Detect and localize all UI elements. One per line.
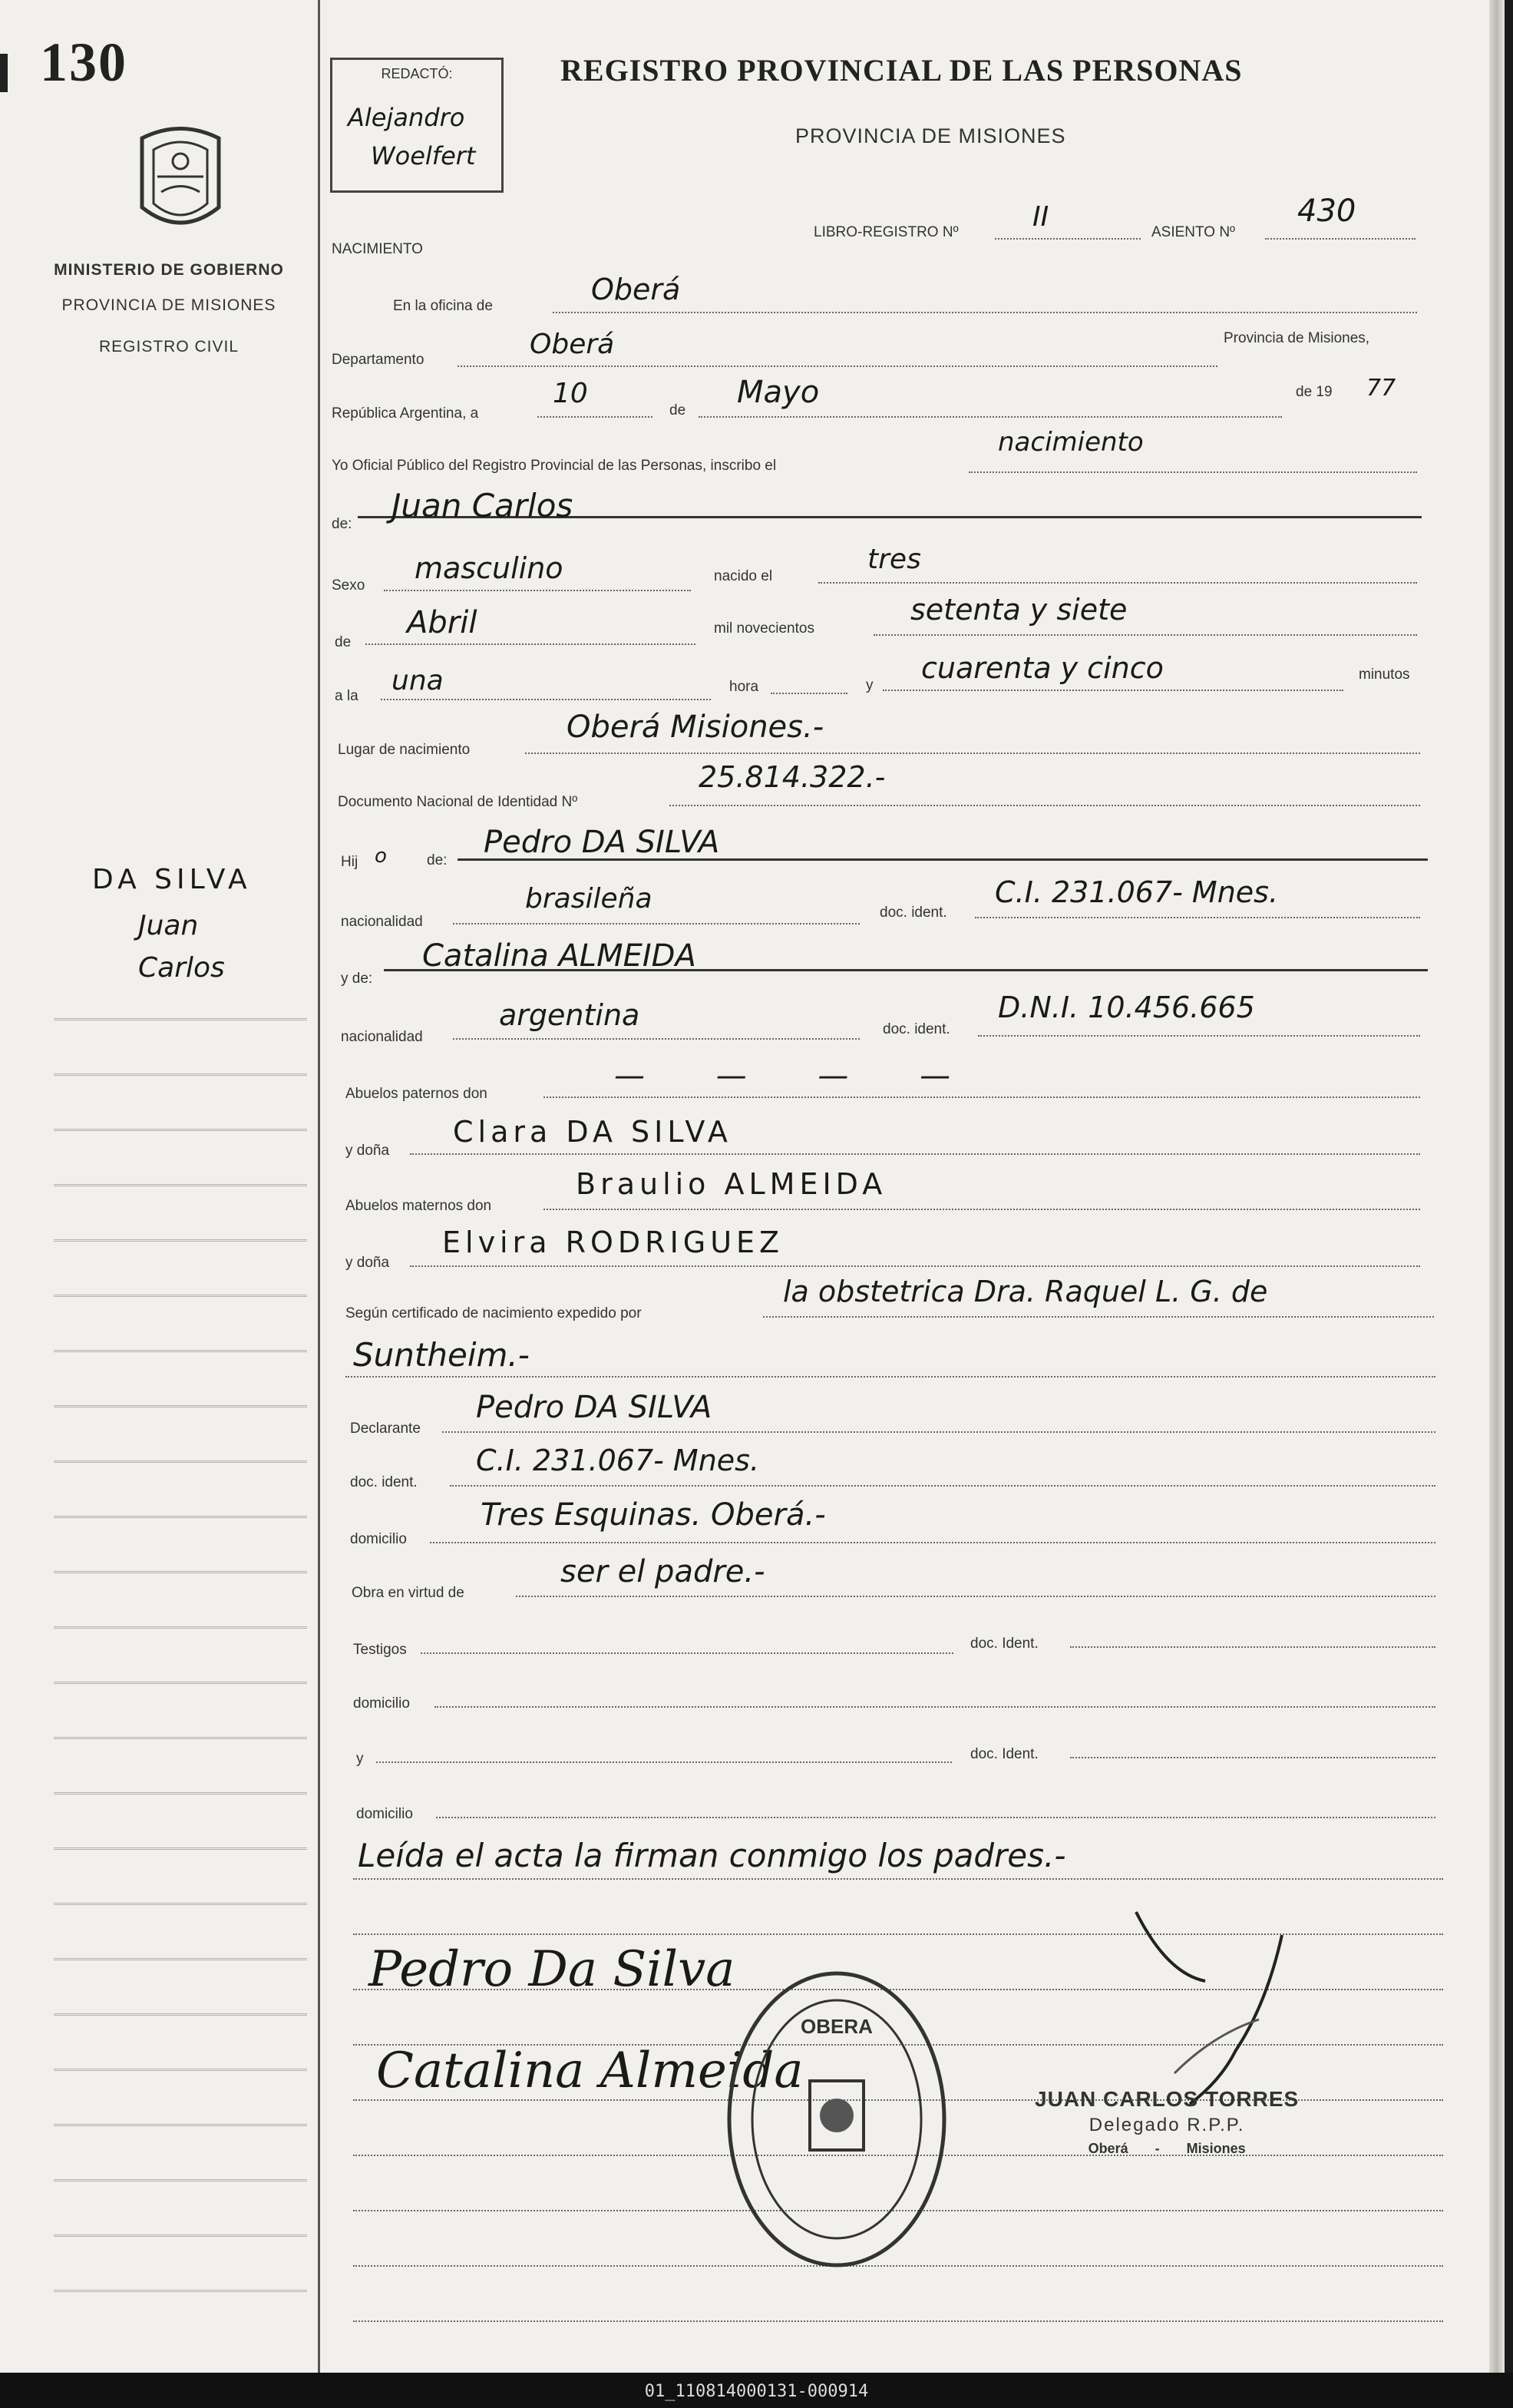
doc-ident-3-line [450,1484,1435,1487]
declarante-line [442,1430,1435,1433]
sexo-line [384,588,691,591]
margin-first-name: Juan [138,910,199,941]
binding-mark [0,54,8,92]
mes-value: Mayo [737,375,820,410]
abuela-paterna-value: Clara DA SILVA [453,1115,732,1149]
abuela-materna-line [410,1264,1420,1267]
hora-sep-line [771,691,847,694]
margin-surname: DA SILVA [92,864,252,895]
y-label: y [866,677,874,693]
mes-line [699,415,1282,418]
doc-ident-1-label: doc. ident. [880,905,947,921]
nacimiento-label: NACIMIENTO [332,241,423,257]
minutos-label: minutos [1359,666,1410,683]
nacionalidad-1-line [453,921,860,925]
domicilio-label: domicilio [350,1531,407,1547]
domicilio-3-line [436,1815,1435,1818]
doc-ident-2-line [978,1034,1420,1037]
redacto-label: REDACTÓ: [381,66,453,81]
doc-ident-2-value: D.N.I. 10.456.665 [998,991,1255,1024]
nacido-line [818,580,1417,584]
hijo-label: Hij [341,854,358,870]
anio-value: 77 [1366,375,1396,402]
dni-value: 25.814.322.- [699,760,886,794]
certificado-value-2: Suntheim.- [353,1336,530,1374]
redactor-last-name: Woelfert [371,141,476,170]
registry-label: REGISTRO CIVIL [98,338,240,356]
oficina-value: Oberá [591,273,681,306]
mes-nac-line [365,642,695,645]
testigo-1-line [421,1651,953,1654]
nombre-value: Juan Carlos [391,487,573,524]
departamento-value: Oberá [530,329,615,360]
y-dona-2-label: y doña [345,1255,390,1271]
coat-of-arms-icon [115,115,246,246]
official-place: Oberá - Misiones [1088,2141,1246,2156]
margin-ruled-lines [54,991,307,2311]
nacionalidad-2-value: argentina [499,998,640,1032]
abuelos-maternos-label: Abuelos maternos don [345,1198,492,1214]
lugar-value: Oberá Misiones.- [567,710,824,745]
doc-ident-4-line [1070,1645,1435,1648]
abuelo-materno-value: Braulio ALMEIDA [576,1167,887,1201]
domicilio-2-label: domicilio [353,1695,410,1712]
doc-ident-3-label: doc. ident. [350,1474,418,1490]
obra-line [516,1594,1435,1597]
oficina-line [553,310,1417,313]
provincia-suffix: Provincia de Misiones, [1224,330,1370,346]
official-stamp-icon [722,1966,952,2273]
nacionalidad-1-label: nacionalidad [341,914,423,930]
lugar-label: Lugar de nacimiento [338,742,471,758]
certificado-value: la obstetrica Dra. Raquel L. G. de [783,1275,1268,1308]
nacido-value: tres [867,544,921,575]
anio-nac-value: setenta y siete [910,593,1128,627]
asiento-line [1265,237,1416,240]
dia-value: 10 [553,378,588,409]
obra-value: ser el padre.- [560,1554,765,1589]
oficial-value: nacimiento [998,427,1144,458]
abuela-materna-value: Elvira RODRIGUEZ [442,1226,785,1259]
minutos-value: cuarenta y cinco [921,651,1164,685]
oficina-label: En la oficina de [393,298,493,314]
libro-label: LIBRO-REGISTRO Nº [814,224,959,240]
image-filename: 01_110814000131-000914 [644,2382,869,2401]
official-block [1035,2087,1299,2157]
anio-nac-line [874,633,1417,636]
certificado-label: Según certificado de nacimiento expedido por [345,1305,642,1321]
asiento-label: ASIENTO Nº [1151,224,1235,240]
mil-label: mil novecientos [714,620,814,637]
libro-line [995,237,1141,240]
nacionalidad-2-label: nacionalidad [341,1029,423,1045]
departamento-label: Departamento [332,352,424,368]
dni-line [669,803,1420,806]
nacionalidad-2-line [453,1037,860,1040]
padre-value: Pedro DA SILVA [484,825,720,860]
domicilio-line [430,1540,1435,1543]
abuelos-paternos-value: — — — — [614,1058,982,1093]
minutos-line [883,688,1343,691]
abuelos-paternos-label: Abuelos paternos don [345,1086,487,1102]
sexo-value: masculino [415,551,563,585]
madre-value: Catalina ALMEIDA [422,938,696,974]
departamento-line [458,364,1217,367]
hijo-suffix: o [375,845,387,868]
redactor-first-name: Alejandro [348,103,465,132]
nacionalidad-1-value: brasileña [525,883,652,915]
doc-ident-2-label: doc. ident. [883,1021,950,1037]
de2-label: de [335,634,352,650]
closing-line [353,1877,1443,1880]
oficial-line [969,470,1417,473]
official-name: JUAN CARLOS TORRES [1035,2087,1300,2111]
ministry-label: MINISTERIO DE GOBIERNO [54,261,284,279]
de-label: de [669,402,686,418]
column-divider [318,0,320,2373]
province-label: PROVINCIA DE MISIONES [61,296,276,314]
dia-line [537,415,652,418]
dni-label: Documento Nacional de Identidad Nº [338,794,578,810]
doc-ident-1-line [975,915,1420,918]
closing-statement: Leída el acta la firman conmigo los padres.- [358,1837,1066,1874]
libro-value: II [1032,201,1049,233]
y-de-label: y de: [341,971,373,987]
lugar-line [525,751,1420,754]
official-role: Delegado R.P.P. [1089,2115,1245,2135]
page-edge [1489,0,1505,2373]
asiento-value: 430 [1297,194,1356,229]
father-signature: Pedro Da Silva [368,1941,735,1998]
doc-ident-5-line [1070,1755,1435,1758]
nacido-label: nacido el [714,568,773,584]
mother-signature: Catalina Almeida [376,2043,804,2099]
obra-label: Obra en virtud de [352,1585,464,1601]
svg-text:OBERA: OBERA [801,2015,873,2038]
a-la-label: a la [335,688,358,704]
mes-nac-value: Abril [407,605,477,640]
de-nombre-label: de: [332,516,352,532]
folio-number: 130 [40,31,127,93]
doc-ident-1-value: C.I. 231.067- Mnes. [995,875,1279,909]
domicilio-2-line [434,1705,1435,1708]
hijo-de-label: de: [427,852,448,868]
domicilio-value: Tres Esquinas. Oberá.- [481,1497,826,1533]
doc-ident-3-value: C.I. 231.067- Mnes. [476,1444,760,1477]
certificado-line-2 [345,1374,1435,1378]
hora-label: hora [729,679,759,695]
republica-label: República Argentina, a [332,405,479,422]
domicilio-3-label: domicilio [356,1806,413,1822]
hora-line [381,697,711,700]
sexo-label: Sexo [332,577,365,594]
document-title: REGISTRO PROVINCIAL DE LAS PERSONAS [560,53,1243,88]
doc-ident-4-label: doc. Ident. [970,1636,1039,1652]
abuelos-maternos-line [543,1207,1420,1210]
oficial-label: Yo Oficial Público del Registro Provincial de las Personas, inscribo el [332,458,777,474]
y-2-label: y [356,1751,364,1767]
doc-ident-5-label: doc. Ident. [970,1746,1039,1762]
document-subtitle: PROVINCIA DE MISIONES [795,124,1066,147]
y-dona-1-label: y doña [345,1143,390,1159]
hora-value: una [391,665,444,696]
testigo-2-line [376,1760,952,1763]
abuela-paterna-line [410,1152,1420,1155]
testigos-label: Testigos [353,1642,407,1658]
anio-prefix: de 19 [1296,384,1333,400]
declarante-label: Declarante [350,1421,421,1437]
certificado-line [763,1315,1434,1318]
declarante-value: Pedro DA SILVA [476,1390,712,1425]
margin-second-name: Carlos [138,952,225,984]
ruled-line [353,2319,1443,2322]
abuelos-paternos-line [543,1095,1420,1098]
redacto-box [330,58,504,193]
